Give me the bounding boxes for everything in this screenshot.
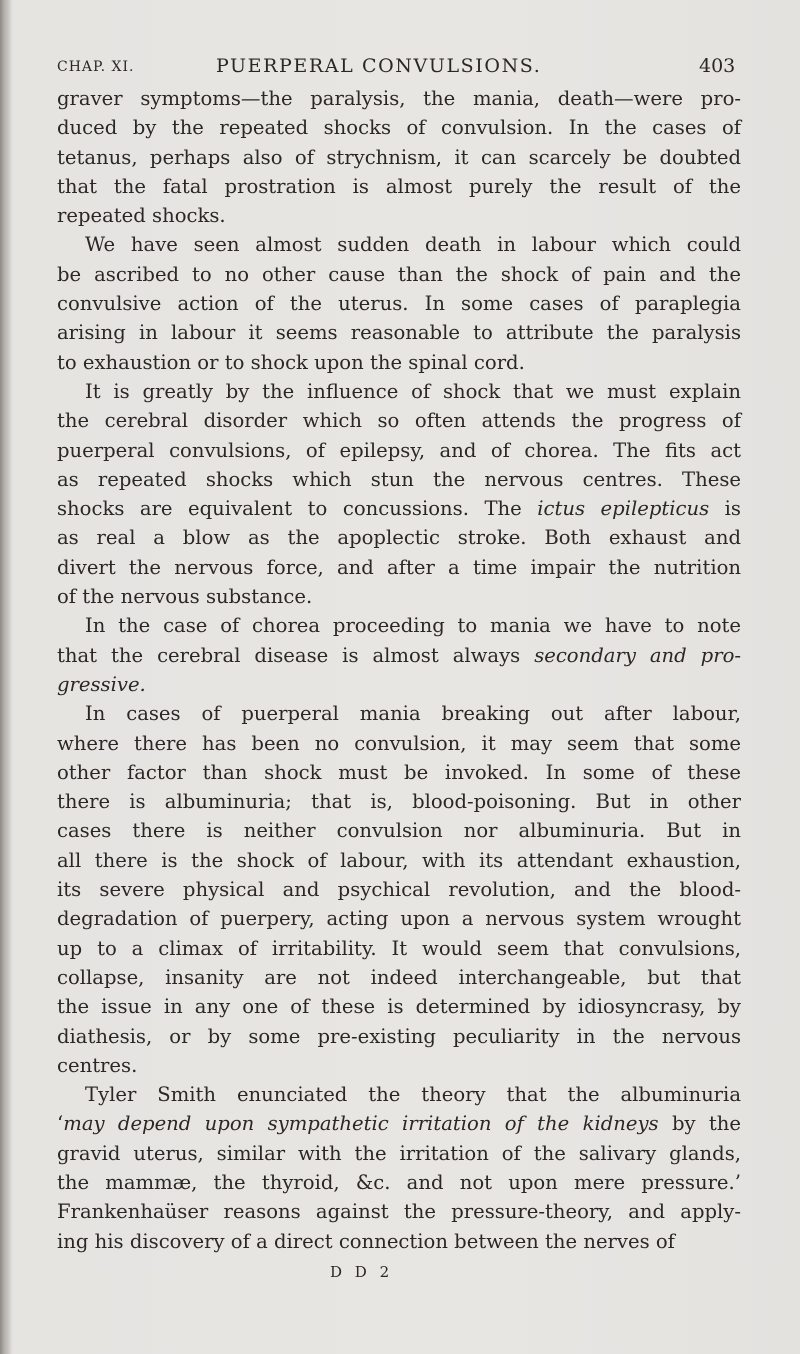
italic-text: ictus epilepticus bbox=[537, 497, 710, 521]
italic-text: gressive. bbox=[57, 672, 146, 696]
line-text: that the cerebral disease is almost always bbox=[57, 643, 535, 667]
line-text: as real a blow as the apoplectic stroke. Both exhaust and bbox=[57, 526, 741, 550]
chapter-label: CHAP. XI. bbox=[57, 59, 135, 75]
text-line bbox=[57, 992, 741, 1021]
text-line bbox=[57, 436, 741, 465]
paragraph bbox=[57, 84, 741, 230]
text-line bbox=[57, 670, 741, 699]
line-text: the cerebral disorder which so often attends the progress of bbox=[57, 409, 741, 433]
text-line bbox=[57, 816, 741, 845]
text-line bbox=[57, 201, 741, 230]
paragraph bbox=[57, 1080, 741, 1256]
body-text bbox=[57, 84, 741, 1256]
text-line bbox=[57, 1197, 741, 1226]
text-line bbox=[57, 729, 741, 758]
line-text-after: is bbox=[709, 497, 741, 521]
text-line bbox=[57, 1139, 741, 1168]
line-text: ‘ bbox=[57, 1112, 64, 1136]
line-text: other factor than shock must be invoked. In some of these bbox=[57, 760, 741, 784]
text-line bbox=[57, 172, 741, 201]
line-text: ing his discovery of a direct connection between the nerves of bbox=[57, 1229, 675, 1253]
line-text: there is albuminuria; that is, blood-poisoning. But in other bbox=[57, 790, 741, 814]
text-line bbox=[57, 553, 741, 582]
text-line bbox=[57, 787, 741, 816]
text-line bbox=[57, 465, 741, 494]
line-text: cases there is neither convulsion nor albuminuria. But in bbox=[57, 819, 741, 843]
text-line bbox=[57, 406, 741, 435]
paragraph bbox=[57, 611, 741, 699]
line-text: gravid uterus, similar with the irritation of the salivary glands, bbox=[57, 1141, 741, 1165]
line-text: It is greatly by the influence of shock that we must explain bbox=[85, 379, 741, 403]
running-title: PUERPERAL CONVULSIONS. bbox=[216, 55, 542, 77]
text-line bbox=[57, 699, 741, 728]
line-text: duced by the repeated shocks of convulsion. In the cases of bbox=[57, 116, 741, 140]
line-text: arising in labour it seems reasonable to attribute the paralysis bbox=[57, 321, 741, 345]
text-line bbox=[57, 641, 741, 670]
text-line bbox=[57, 84, 741, 113]
text-line bbox=[57, 523, 741, 552]
text-line bbox=[57, 875, 741, 904]
line-text: repeated shocks. bbox=[57, 204, 226, 228]
text-line bbox=[57, 289, 741, 318]
running-header bbox=[0, 55, 800, 85]
text-line bbox=[57, 846, 741, 875]
line-text: of the nervous substance. bbox=[57, 585, 313, 609]
line-text: centres. bbox=[57, 1053, 138, 1077]
line-text: as repeated shocks which stun the nervous centres. These bbox=[57, 467, 741, 491]
text-line bbox=[57, 611, 741, 640]
text-line bbox=[57, 377, 741, 406]
line-text: Tyler Smith enunciated the theory that the albuminuria bbox=[85, 1083, 741, 1107]
text-line bbox=[57, 348, 741, 377]
line-text: We have seen almost sudden death in labour which could bbox=[85, 233, 741, 257]
line-text: to exhaustion or to shock upon the spinal cord. bbox=[57, 350, 525, 374]
line-text: the issue in any one of these is determined by idiosyncrasy, by bbox=[57, 995, 741, 1019]
line-text: collapse, insanity are not indeed interchangeable, but that bbox=[57, 965, 741, 989]
text-line bbox=[57, 230, 741, 259]
text-line bbox=[57, 1109, 741, 1138]
text-line bbox=[57, 904, 741, 933]
text-line bbox=[57, 318, 741, 347]
line-text: tetanus, perhaps also of strychnism, it can scarcely be doubted bbox=[57, 145, 741, 169]
line-text: that the fatal prostration is almost purely the result of the bbox=[57, 174, 741, 198]
line-text: In cases of puerperal mania breaking out after labour, bbox=[85, 702, 741, 726]
text-line bbox=[57, 963, 741, 992]
line-text: be ascribed to no other cause than the shock of pain and the bbox=[57, 262, 741, 286]
text-line bbox=[57, 260, 741, 289]
line-text: up to a climax of irritability. It would seem that convulsions, bbox=[57, 936, 741, 960]
line-text: Frankenhaüser reasons against the pressure-theory, and apply- bbox=[57, 1200, 741, 1224]
line-text: puerperal convulsions, of epilepsy, and of chorea. The fits act bbox=[57, 438, 741, 462]
italic-text: may depend upon sympathetic irritation of the kidneys bbox=[63, 1112, 659, 1136]
line-text: degradation of puerpery, acting upon a nervous system wrought bbox=[57, 907, 741, 931]
paragraph bbox=[57, 699, 741, 1080]
line-text: In the case of chorea proceeding to mania we have to note bbox=[85, 614, 741, 638]
line-text: divert the nervous force, and after a time impair the nutrition bbox=[57, 555, 741, 579]
text-line bbox=[57, 1227, 741, 1256]
line-text-after: by the bbox=[658, 1112, 741, 1136]
text-line bbox=[57, 934, 741, 963]
text-line bbox=[57, 143, 741, 172]
line-text: its severe physical and psychical revolution, and the blood- bbox=[57, 878, 741, 902]
text-line bbox=[57, 1022, 741, 1051]
text-line bbox=[57, 1051, 741, 1080]
text-line bbox=[57, 113, 741, 142]
page-number: 403 bbox=[699, 55, 736, 77]
paragraph bbox=[57, 230, 741, 376]
line-text: diathesis, or by some pre-existing peculiarity in the nervous bbox=[57, 1024, 741, 1048]
signature-mark: D D 2 bbox=[330, 1263, 394, 1281]
italic-text: secondary and pro- bbox=[534, 643, 741, 667]
line-text: convulsive action of the uterus. In some cases of paraplegia bbox=[57, 292, 741, 316]
line-text: the mammæ, the thyroid, &c. and not upon mere pressure.’ bbox=[57, 1170, 741, 1194]
line-text: graver symptoms—the paralysis, the mania, death—were pro- bbox=[57, 87, 741, 110]
text-line bbox=[57, 1080, 741, 1109]
line-text: where there has been no convulsion, it may seem that some bbox=[57, 731, 741, 755]
text-line bbox=[57, 582, 741, 611]
text-line bbox=[57, 758, 741, 787]
line-text: shocks are equivalent to concussions. The bbox=[57, 497, 538, 521]
text-line bbox=[57, 494, 741, 523]
line-text: all there is the shock of labour, with its attendant exhaustion, bbox=[57, 848, 741, 872]
binding-gutter bbox=[0, 0, 12, 1354]
text-line bbox=[57, 1168, 741, 1197]
paragraph bbox=[57, 377, 741, 611]
